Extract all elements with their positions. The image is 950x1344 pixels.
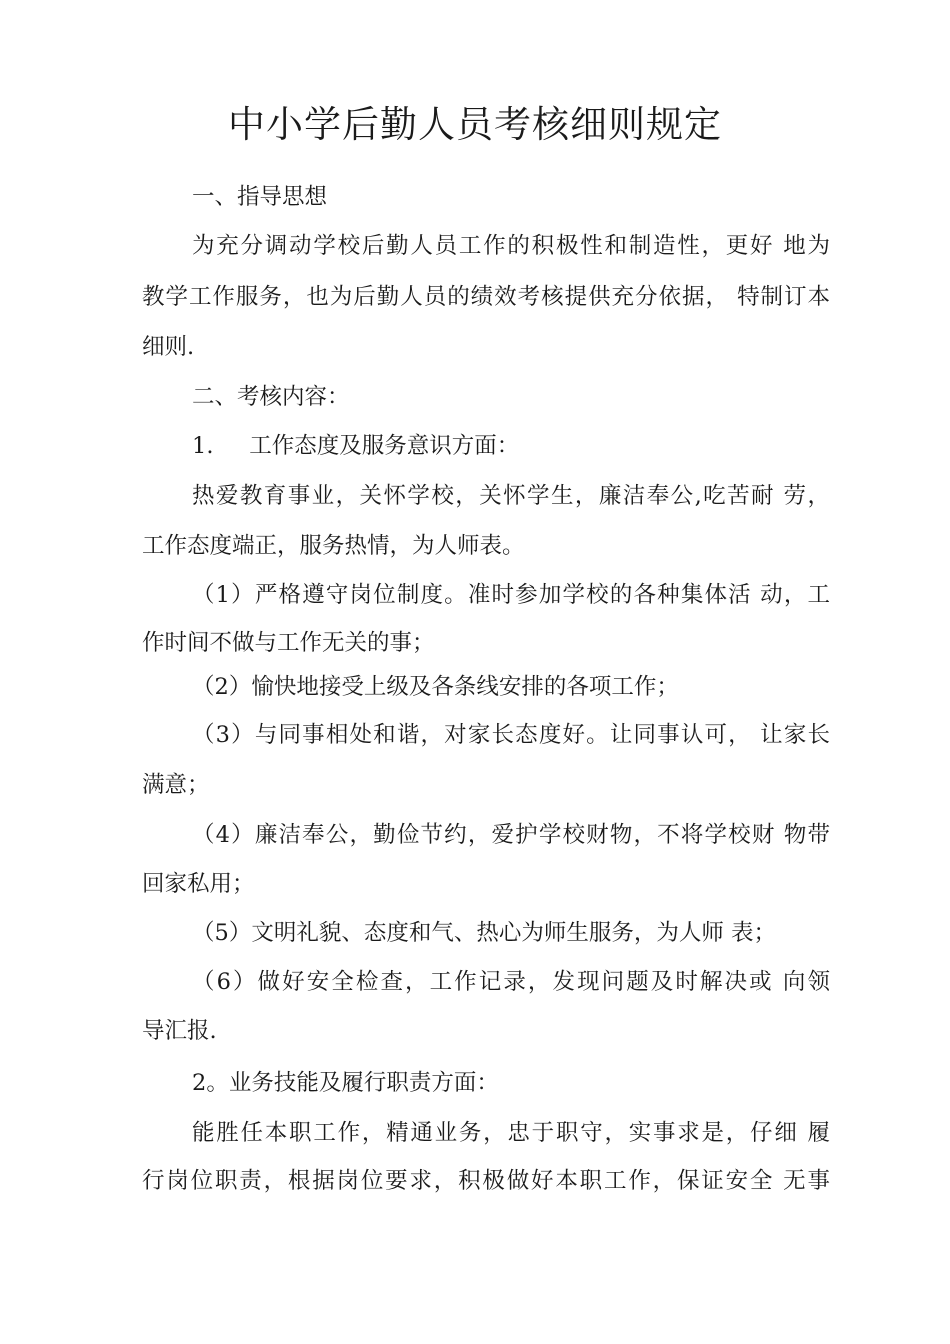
list-item-line: （6）做好安全检查，工作记录，发现问题及时解决或 向领 <box>192 969 830 995</box>
list-item-line: （3）与同事相处和谐，对家长态度好。让同事认可， 让家长 <box>192 722 830 748</box>
list-item-line: 作时间不做与工作无关的事； <box>142 630 435 656</box>
section-heading: 一、指导思想 <box>192 184 328 210</box>
list-item-line: （2）愉快地接受上级及各条线安排的各项工作； <box>192 674 679 700</box>
list-item-line: （4）廉洁奉公，勤俭节约，爱护学校财物，不将学校财 物带 <box>192 822 830 848</box>
paragraph-line: 能胜任本职工作，精通业务，忠于职守，实事求是，仔细 履 <box>192 1120 830 1146</box>
list-item-line: 满意； <box>142 772 210 798</box>
paragraph-line: 为充分调动学校后勤人员工作的积极性和制造性，更好 地为 <box>192 233 830 259</box>
document-title: 中小学后勤人员考核细则规定 <box>228 103 722 146</box>
list-item-line: 导汇报. <box>142 1018 217 1044</box>
subsection-heading: 2。业务技能及履行职责方面： <box>192 1070 499 1096</box>
paragraph-line: 行岗位职责，根据岗位要求，积极做好本职工作，保证安全 无事 <box>142 1168 830 1194</box>
list-item-line: （1）严格遵守岗位制度。准时参加学校的各种集体活 动，工 <box>192 582 830 608</box>
list-item-line: （5）文明礼貌、态度和气、热心为师生服务，为人师 表； <box>192 920 776 946</box>
subsection-heading: 1. 工作态度及服务意识方面： <box>192 433 520 459</box>
paragraph-line: 教学工作服务，也为后勤人员的绩效考核提供充分依据， 特制订本 <box>142 284 830 310</box>
section-heading: 二、考核内容： <box>192 384 350 410</box>
list-item-line: 回家私用； <box>142 871 255 897</box>
paragraph-line: 细则. <box>142 334 195 360</box>
paragraph-line: 热爱教育事业，关怀学校，关怀学生，廉洁奉公,吃苦耐 劳， <box>192 483 830 509</box>
paragraph-line: 工作态度端正，服务热情，为人师表。 <box>142 533 525 559</box>
